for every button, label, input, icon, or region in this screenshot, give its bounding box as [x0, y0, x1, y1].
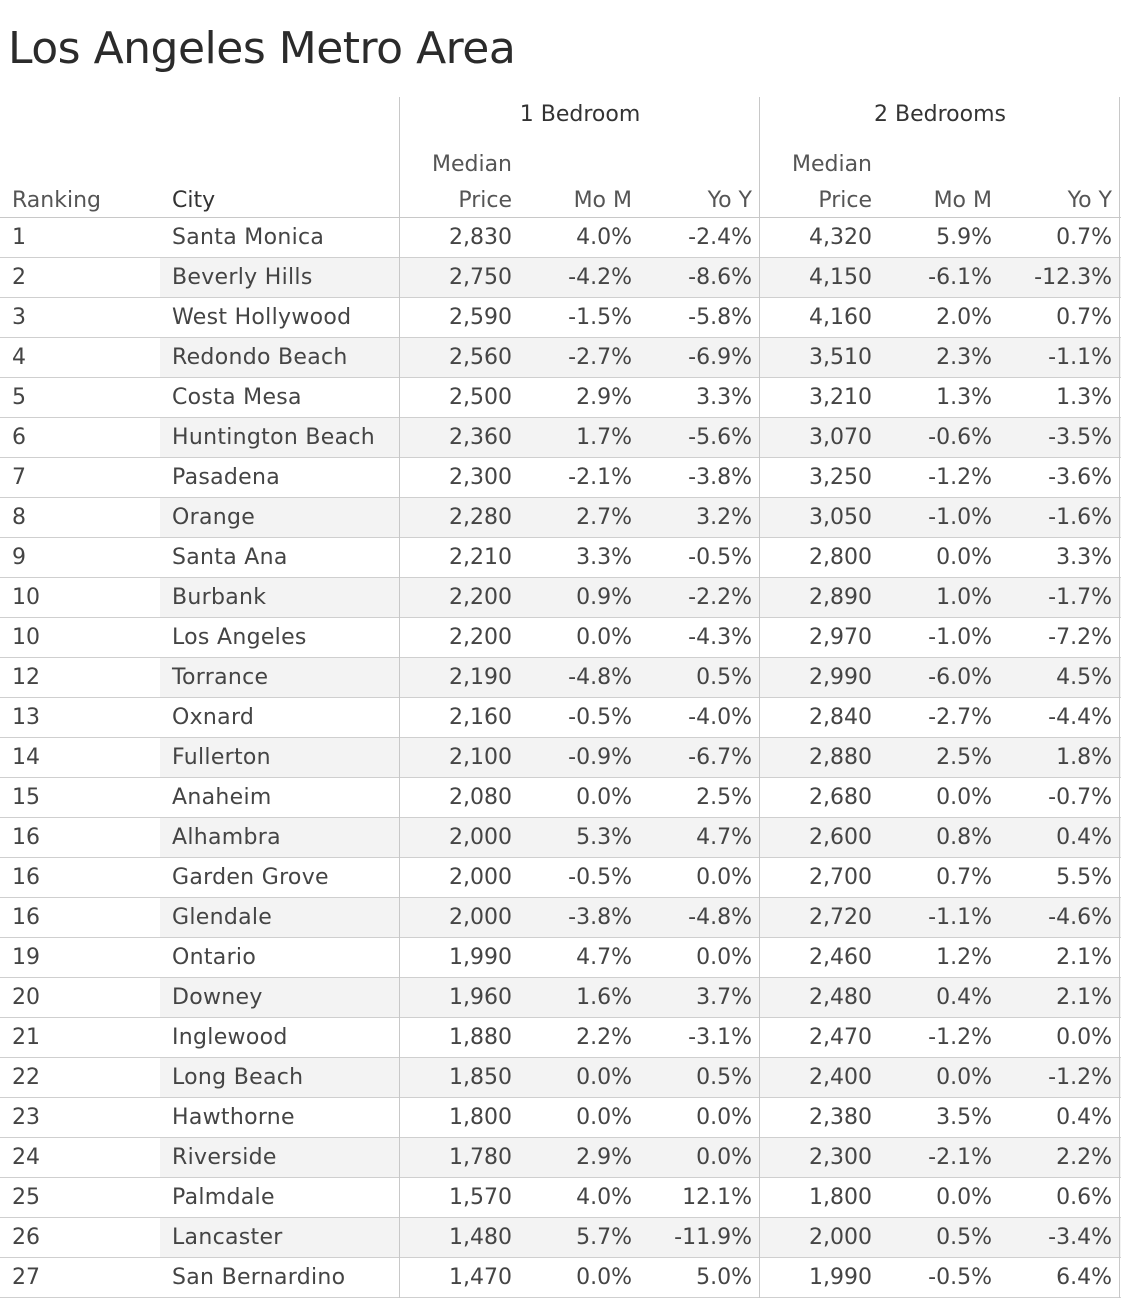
cell-2br-yoy: -1.7%	[1048, 585, 1112, 610]
cell-2br-mom: -2.7%	[928, 705, 992, 730]
cell-ranking: 13	[12, 705, 40, 730]
cell-1br-yoy: 3.7%	[696, 985, 752, 1010]
cell-1br-mom: -4.8%	[568, 665, 632, 690]
cell-1br-median: 1,800	[449, 1105, 512, 1130]
cell-2br-yoy: -7.2%	[1048, 625, 1112, 650]
cell-city: Hawthorne	[172, 1105, 295, 1130]
group-header-2-bedrooms: 2 Bedrooms	[874, 102, 1006, 127]
cell-1br-mom: 0.0%	[576, 1065, 632, 1090]
cell-1br-mom: 0.0%	[576, 1265, 632, 1290]
cell-1br-yoy: -11.9%	[674, 1225, 752, 1250]
cell-ranking: 22	[12, 1065, 40, 1090]
cell-city: Oxnard	[172, 705, 255, 730]
cell-1br-median: 1,570	[449, 1185, 512, 1210]
cell-city: Santa Monica	[172, 225, 325, 250]
cell-2br-mom: -0.5%	[928, 1265, 992, 1290]
group-header-1-bedroom: 1 Bedroom	[519, 102, 641, 127]
cell-1br-mom: 0.0%	[576, 785, 632, 810]
cell-city: Los Angeles	[172, 625, 307, 650]
cell-city: Fullerton	[172, 745, 271, 770]
table-row	[0, 698, 1121, 738]
cell-2br-mom: -6.1%	[928, 265, 992, 290]
cell-1br-median: 2,560	[449, 345, 512, 370]
cell-2br-yoy: 1.8%	[1056, 745, 1112, 770]
cell-ranking: 1	[12, 225, 26, 250]
cell-2br-mom: 1.0%	[936, 585, 992, 610]
cell-2br-yoy: 0.0%	[1056, 1025, 1112, 1050]
cell-2br-mom: -0.6%	[928, 425, 992, 450]
column-divider	[1119, 258, 1120, 298]
cell-1br-mom: 2.2%	[576, 1025, 632, 1050]
table-row	[0, 938, 1121, 978]
table-row	[0, 1058, 1121, 1098]
cell-2br-median: 2,890	[809, 585, 872, 610]
cell-1br-mom: 0.0%	[576, 625, 632, 650]
cell-2br-mom: 2.0%	[936, 305, 992, 330]
column-divider	[1119, 738, 1120, 778]
cell-2br-median: 2,700	[809, 865, 872, 890]
cell-1br-yoy: 2.5%	[696, 785, 752, 810]
cell-city: Downey	[172, 985, 263, 1010]
cell-ranking: 2	[12, 265, 26, 290]
cell-ranking: 20	[12, 985, 40, 1010]
cell-1br-yoy: 3.2%	[696, 505, 752, 530]
column-divider	[1119, 898, 1120, 938]
column-divider	[1119, 458, 1120, 498]
cell-1br-yoy: 0.0%	[696, 1145, 752, 1170]
cell-1br-mom: -1.5%	[568, 305, 632, 330]
cell-city: West Hollywood	[172, 305, 352, 330]
table-row	[0, 898, 1121, 938]
cell-2br-mom: 0.5%	[936, 1225, 992, 1250]
cell-2br-yoy: -1.6%	[1048, 505, 1112, 530]
cell-1br-median: 1,960	[449, 985, 512, 1010]
cell-2br-yoy: -1.2%	[1048, 1065, 1112, 1090]
column-header-1br-yoy: Yo Y	[707, 188, 752, 213]
cell-2br-median: 2,840	[809, 705, 872, 730]
column-divider	[1119, 498, 1120, 538]
cell-1br-yoy: -5.8%	[688, 305, 752, 330]
cell-1br-median: 1,480	[449, 1225, 512, 1250]
cell-2br-yoy: -0.7%	[1048, 785, 1112, 810]
median-label-bottom: Price	[458, 188, 512, 213]
cell-1br-median: 2,000	[449, 865, 512, 890]
cell-ranking: 3	[12, 305, 26, 330]
cell-2br-median: 2,460	[809, 945, 872, 970]
column-divider	[1119, 1138, 1120, 1178]
column-divider	[1119, 1058, 1120, 1098]
column-divider	[1119, 1258, 1120, 1298]
table-row	[0, 978, 1121, 1018]
cell-1br-median: 2,830	[449, 225, 512, 250]
cell-2br-median: 2,400	[809, 1065, 872, 1090]
cell-2br-median: 4,150	[809, 265, 872, 290]
cell-2br-yoy: 0.4%	[1056, 825, 1112, 850]
cell-1br-mom: -0.9%	[568, 745, 632, 770]
cell-1br-mom: 1.7%	[576, 425, 632, 450]
cell-2br-yoy: 2.1%	[1056, 945, 1112, 970]
table-row	[0, 1218, 1121, 1258]
cell-1br-yoy: -2.4%	[688, 225, 752, 250]
column-divider	[1119, 538, 1120, 578]
cell-ranking: 14	[12, 745, 40, 770]
cell-2br-median: 2,480	[809, 985, 872, 1010]
cell-1br-median: 2,590	[449, 305, 512, 330]
column-header-1br-median	[400, 147, 512, 219]
page-title: Los Angeles Metro Area	[8, 23, 516, 74]
table-row	[0, 338, 1121, 378]
cell-ranking: 12	[12, 665, 40, 690]
rent-table	[0, 97, 1121, 1298]
cell-2br-median: 1,990	[809, 1265, 872, 1290]
cell-ranking: 10	[12, 585, 40, 610]
cell-2br-mom: -1.0%	[928, 505, 992, 530]
cell-1br-median: 2,750	[449, 265, 512, 290]
column-header-2br-yoy: Yo Y	[1067, 188, 1112, 213]
cell-1br-median: 2,190	[449, 665, 512, 690]
table-row	[0, 258, 1121, 298]
cell-2br-mom: 0.0%	[936, 1185, 992, 1210]
table-row	[0, 818, 1121, 858]
cell-city: Ontario	[172, 945, 257, 970]
cell-2br-mom: 1.2%	[936, 945, 992, 970]
table-row	[0, 1178, 1121, 1218]
cell-1br-yoy: -8.6%	[688, 265, 752, 290]
column-divider	[1119, 418, 1120, 458]
cell-1br-yoy: 3.3%	[696, 385, 752, 410]
cell-2br-mom: 0.0%	[936, 785, 992, 810]
cell-1br-median: 2,500	[449, 385, 512, 410]
cell-city: San Bernardino	[172, 1265, 346, 1290]
cell-2br-yoy: 5.5%	[1056, 865, 1112, 890]
cell-ranking: 16	[12, 865, 40, 890]
cell-2br-median: 1,800	[809, 1185, 872, 1210]
table-header	[0, 97, 1121, 218]
cell-1br-mom: -0.5%	[568, 865, 632, 890]
column-divider	[1119, 378, 1120, 418]
cell-2br-mom: 1.3%	[936, 385, 992, 410]
column-divider	[1119, 1218, 1120, 1258]
column-divider	[1119, 1018, 1120, 1058]
column-header-ranking: Ranking	[12, 188, 101, 213]
cell-1br-mom: 2.7%	[576, 505, 632, 530]
table-body	[0, 218, 1121, 1298]
table-row	[0, 458, 1121, 498]
cell-city: Riverside	[172, 1145, 277, 1170]
cell-1br-yoy: -6.7%	[688, 745, 752, 770]
cell-2br-mom: 0.7%	[936, 865, 992, 890]
cell-ranking: 27	[12, 1265, 40, 1290]
cell-2br-median: 2,990	[809, 665, 872, 690]
cell-1br-median: 2,280	[449, 505, 512, 530]
cell-1br-median: 2,200	[449, 585, 512, 610]
cell-ranking: 8	[12, 505, 26, 530]
cell-2br-median: 2,720	[809, 905, 872, 930]
column-header-1br-mom: Mo M	[573, 188, 632, 213]
cell-2br-yoy: -4.4%	[1048, 705, 1112, 730]
cell-2br-mom: -1.0%	[928, 625, 992, 650]
table-row	[0, 778, 1121, 818]
cell-2br-median: 4,320	[809, 225, 872, 250]
column-header-city: City	[172, 188, 216, 213]
cell-2br-yoy: 6.4%	[1056, 1265, 1112, 1290]
table-row	[0, 298, 1121, 338]
cell-city: Orange	[172, 505, 256, 530]
cell-city: Redondo Beach	[172, 345, 348, 370]
table-row	[0, 1018, 1121, 1058]
cell-1br-mom: 2.9%	[576, 1145, 632, 1170]
cell-ranking: 5	[12, 385, 26, 410]
cell-2br-yoy: 0.4%	[1056, 1105, 1112, 1130]
table-row	[0, 498, 1121, 538]
cell-city: Anaheim	[172, 785, 272, 810]
cell-1br-yoy: 0.0%	[696, 865, 752, 890]
cell-1br-mom: 3.3%	[576, 545, 632, 570]
cell-2br-mom: 0.8%	[936, 825, 992, 850]
cell-1br-yoy: -0.5%	[688, 545, 752, 570]
cell-2br-median: 2,970	[809, 625, 872, 650]
cell-ranking: 9	[12, 545, 26, 570]
cell-2br-mom: -2.1%	[928, 1145, 992, 1170]
cell-1br-mom: -3.8%	[568, 905, 632, 930]
cell-1br-yoy: 5.0%	[696, 1265, 752, 1290]
cell-1br-median: 2,360	[449, 425, 512, 450]
cell-2br-median: 3,050	[809, 505, 872, 530]
cell-1br-mom: 4.0%	[576, 225, 632, 250]
table-row	[0, 658, 1121, 698]
table-row	[0, 538, 1121, 578]
cell-1br-yoy: 0.5%	[696, 665, 752, 690]
cell-1br-yoy: 0.5%	[696, 1065, 752, 1090]
cell-1br-mom: 1.6%	[576, 985, 632, 1010]
cell-1br-median: 1,470	[449, 1265, 512, 1290]
table-row	[0, 738, 1121, 778]
cell-1br-median: 1,850	[449, 1065, 512, 1090]
cell-1br-yoy: 4.7%	[696, 825, 752, 850]
cell-2br-yoy: 2.2%	[1056, 1145, 1112, 1170]
cell-1br-mom: 0.0%	[576, 1105, 632, 1130]
cell-1br-yoy: -4.0%	[688, 705, 752, 730]
cell-2br-median: 4,160	[809, 305, 872, 330]
cell-2br-yoy: 3.3%	[1056, 545, 1112, 570]
column-divider	[1119, 618, 1120, 658]
cell-ranking: 16	[12, 825, 40, 850]
column-divider	[1119, 778, 1120, 818]
cell-2br-median: 2,680	[809, 785, 872, 810]
cell-2br-mom: -1.1%	[928, 905, 992, 930]
cell-ranking: 21	[12, 1025, 40, 1050]
cell-1br-median: 2,210	[449, 545, 512, 570]
cell-1br-median: 2,160	[449, 705, 512, 730]
cell-city: Santa Ana	[172, 545, 288, 570]
cell-city: Garden Grove	[172, 865, 329, 890]
column-divider	[1119, 698, 1120, 738]
cell-1br-mom: 2.9%	[576, 385, 632, 410]
cell-ranking: 23	[12, 1105, 40, 1130]
cell-2br-yoy: -3.4%	[1048, 1225, 1112, 1250]
table-row	[0, 418, 1121, 458]
cell-ranking: 4	[12, 345, 26, 370]
cell-city: Alhambra	[172, 825, 281, 850]
cell-1br-mom: -4.2%	[568, 265, 632, 290]
cell-2br-median: 2,800	[809, 545, 872, 570]
cell-2br-mom: 0.4%	[936, 985, 992, 1010]
cell-1br-median: 2,300	[449, 465, 512, 490]
column-header-2br-median	[760, 147, 872, 219]
cell-1br-yoy: -3.8%	[688, 465, 752, 490]
cell-2br-yoy: 4.5%	[1056, 665, 1112, 690]
cell-ranking: 15	[12, 785, 40, 810]
column-divider	[1119, 578, 1120, 618]
table-row	[0, 218, 1121, 258]
cell-2br-median: 3,210	[809, 385, 872, 410]
column-header-2br-mom: Mo M	[933, 188, 992, 213]
cell-2br-yoy: -12.3%	[1034, 265, 1112, 290]
cell-city: Costa Mesa	[172, 385, 302, 410]
cell-1br-median: 2,080	[449, 785, 512, 810]
cell-1br-median: 1,990	[449, 945, 512, 970]
cell-2br-median: 3,510	[809, 345, 872, 370]
cell-2br-median: 3,070	[809, 425, 872, 450]
cell-2br-median: 2,000	[809, 1225, 872, 1250]
cell-1br-median: 1,880	[449, 1025, 512, 1050]
table-row	[0, 1138, 1121, 1178]
median-label-top: Median	[791, 152, 872, 177]
cell-city: Palmdale	[172, 1185, 275, 1210]
cell-city: Pasadena	[172, 465, 281, 490]
cell-ranking: 7	[12, 465, 26, 490]
cell-2br-yoy: -3.6%	[1048, 465, 1112, 490]
cell-2br-mom: -1.2%	[928, 465, 992, 490]
table-row	[0, 618, 1121, 658]
cell-city: Beverly Hills	[172, 265, 313, 290]
cell-2br-yoy: -1.1%	[1048, 345, 1112, 370]
column-divider	[1119, 658, 1120, 698]
median-label-bottom: Price	[818, 188, 872, 213]
table-row	[0, 1098, 1121, 1138]
column-divider	[1119, 218, 1120, 258]
cell-1br-mom: 4.7%	[576, 945, 632, 970]
cell-2br-median: 3,250	[809, 465, 872, 490]
table-row	[0, 858, 1121, 898]
cell-2br-yoy: 0.7%	[1056, 305, 1112, 330]
cell-1br-mom: -2.1%	[568, 465, 632, 490]
cell-1br-mom: 4.0%	[576, 1185, 632, 1210]
cell-1br-median: 2,200	[449, 625, 512, 650]
cell-2br-median: 2,470	[809, 1025, 872, 1050]
cell-ranking: 24	[12, 1145, 40, 1170]
column-divider	[1119, 1098, 1120, 1138]
cell-1br-yoy: -2.2%	[688, 585, 752, 610]
cell-city: Long Beach	[172, 1065, 304, 1090]
cell-1br-mom: 0.9%	[576, 585, 632, 610]
column-divider	[1119, 298, 1120, 338]
cell-2br-median: 2,600	[809, 825, 872, 850]
cell-city: Torrance	[172, 665, 269, 690]
column-divider	[1119, 1178, 1120, 1218]
cell-1br-median: 2,000	[449, 905, 512, 930]
column-divider	[1119, 818, 1120, 858]
table-row	[0, 378, 1121, 418]
cell-1br-yoy: 0.0%	[696, 945, 752, 970]
cell-1br-median: 2,100	[449, 745, 512, 770]
cell-2br-mom: -6.0%	[928, 665, 992, 690]
cell-2br-mom: 0.0%	[936, 1065, 992, 1090]
cell-ranking: 19	[12, 945, 40, 970]
cell-2br-mom: 5.9%	[936, 225, 992, 250]
cell-2br-yoy: 2.1%	[1056, 985, 1112, 1010]
cell-1br-median: 1,780	[449, 1145, 512, 1170]
cell-2br-mom: -1.2%	[928, 1025, 992, 1050]
cell-1br-mom: 5.3%	[576, 825, 632, 850]
cell-2br-yoy: -3.5%	[1048, 425, 1112, 450]
cell-1br-mom: -0.5%	[568, 705, 632, 730]
column-divider	[1119, 338, 1120, 378]
cell-ranking: 10	[12, 625, 40, 650]
cell-1br-yoy: 0.0%	[696, 1105, 752, 1130]
cell-city: Glendale	[172, 905, 273, 930]
cell-2br-mom: 2.3%	[936, 345, 992, 370]
column-divider	[1119, 978, 1120, 1018]
cell-2br-yoy: 1.3%	[1056, 385, 1112, 410]
column-divider	[1119, 938, 1120, 978]
cell-1br-yoy: -6.9%	[688, 345, 752, 370]
cell-ranking: 16	[12, 905, 40, 930]
cell-1br-yoy: -3.1%	[688, 1025, 752, 1050]
cell-2br-yoy: -4.6%	[1048, 905, 1112, 930]
cell-2br-median: 2,300	[809, 1145, 872, 1170]
cell-city: Huntington Beach	[172, 425, 376, 450]
cell-2br-yoy: 0.7%	[1056, 225, 1112, 250]
cell-ranking: 26	[12, 1225, 40, 1250]
cell-1br-yoy: 12.1%	[682, 1185, 752, 1210]
cell-1br-median: 2,000	[449, 825, 512, 850]
cell-1br-mom: 5.7%	[576, 1225, 632, 1250]
cell-2br-mom: 0.0%	[936, 545, 992, 570]
cell-2br-median: 2,380	[809, 1105, 872, 1130]
median-label-top: Median	[431, 152, 512, 177]
cell-1br-yoy: -5.6%	[688, 425, 752, 450]
cell-2br-mom: 3.5%	[936, 1105, 992, 1130]
cell-city: Burbank	[172, 585, 267, 610]
cell-city: Inglewood	[172, 1025, 288, 1050]
cell-2br-median: 2,880	[809, 745, 872, 770]
cell-2br-mom: 2.5%	[936, 745, 992, 770]
cell-1br-yoy: -4.3%	[688, 625, 752, 650]
cell-1br-mom: -2.7%	[568, 345, 632, 370]
column-divider	[1119, 858, 1120, 898]
cell-ranking: 25	[12, 1185, 40, 1210]
cell-1br-yoy: -4.8%	[688, 905, 752, 930]
cell-ranking: 6	[12, 425, 26, 450]
table-row	[0, 578, 1121, 618]
cell-2br-yoy: 0.6%	[1056, 1185, 1112, 1210]
cell-city: Lancaster	[172, 1225, 283, 1250]
table-row	[0, 1258, 1121, 1298]
